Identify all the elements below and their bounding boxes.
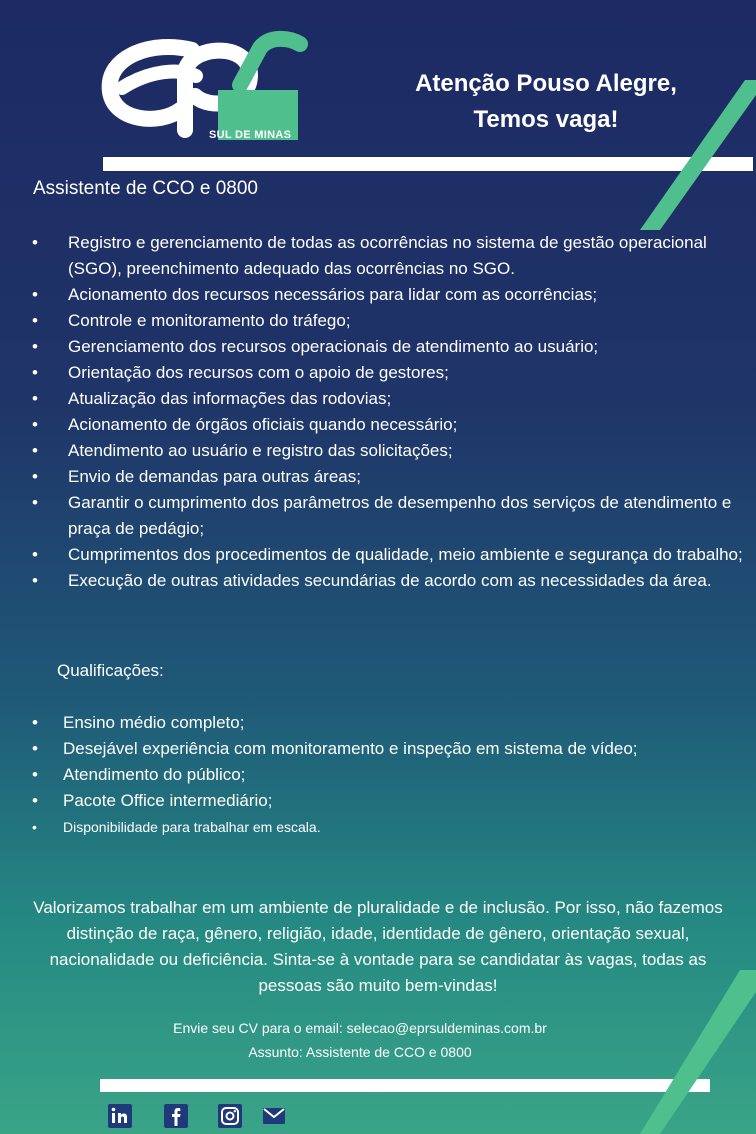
email-line[interactable]: Envie seu CV para o email: selecao@eprsuldeminas.com.br — [173, 1020, 547, 1036]
headline-line2: Temos vaga! — [473, 106, 619, 133]
qualifications-title: Qualificações: — [57, 661, 164, 680]
facebook-icon[interactable] — [164, 1104, 188, 1128]
email-icon[interactable] — [262, 1104, 286, 1128]
contact-block — [100, 1016, 620, 1064]
job-title: Assistente de CCO e 0800 — [33, 178, 258, 199]
list-item: • Atualização das informações das rodovias; — [32, 389, 392, 408]
list-item: • Registro e gerenciamento de todas as ocorrências no sistema de gestão operacional (SGO), preenchimento adequado das ocorrências no SGO. — [32, 233, 707, 278]
list-item: • Controle e monitoramento do tráfego; — [32, 311, 351, 330]
accent-slash-top — [640, 80, 756, 230]
list-item: • Cumprimentos dos procedimentos de qualidade, meio ambiente e segurança do trabalho; — [32, 545, 743, 564]
logo-subtitle: SUL DE MINAS — [209, 129, 292, 141]
subject-line: Assunto: Assistente de CCO e 0800 — [248, 1044, 472, 1060]
list-item: • Execução de outras atividades secundárias de acordo com as necessidades da área. — [32, 571, 712, 590]
list-item: • Garantir o cumprimento dos parâmetros de desempenho dos serviços de atendimento e praça de pedágio; — [32, 493, 732, 538]
list-item: • Pacote Office intermediário; — [32, 791, 273, 810]
list-item: • Desejável experiência com monitoramento e inspeção em sistema de vídeo; — [32, 739, 638, 758]
list-item: • Ensino médio completo; — [32, 713, 245, 732]
list-item: • Gerenciamento dos recursos operacionais de atendimento ao usuário; — [32, 337, 599, 356]
headline-line1: Atenção Pouso Alegre, — [415, 70, 677, 97]
qualifications-list — [32, 710, 743, 840]
list-item: • Disponibilidade para trabalhar em escala. — [32, 819, 321, 835]
list-item: • Acionamento dos recursos necessários para lidar com as ocorrências; — [32, 285, 598, 304]
accent-slash-bottom — [640, 970, 756, 1134]
list-item: • Atendimento ao usuário e registro das solicitações; — [32, 441, 453, 460]
list-item: • Acionamento de órgãos oficiais quando necessário; — [32, 415, 458, 434]
list-item: • Atendimento do público; — [32, 765, 246, 784]
divider-bar-bottom — [100, 1079, 710, 1092]
instagram-icon[interactable] — [218, 1104, 242, 1128]
list-item: • Orientação dos recursos com o apoio de gestores; — [32, 363, 449, 382]
list-item: • Envio de demandas para outras áreas; — [32, 467, 361, 486]
duties-list — [32, 230, 744, 594]
linkedin-icon[interactable] — [108, 1104, 132, 1128]
diversity-statement: Valorizamos trabalhar em um ambiente de pluralidade e de inclusão. Por isso, não fazemos distinção de raça, gênero, religião, idade, identidade de gênero, orientação sexual, nacionalidade ou deficiência. Sinta-se à vontade para se candidatar às vagas, todas as pessoas são muito bem-vindas! — [33, 898, 723, 995]
